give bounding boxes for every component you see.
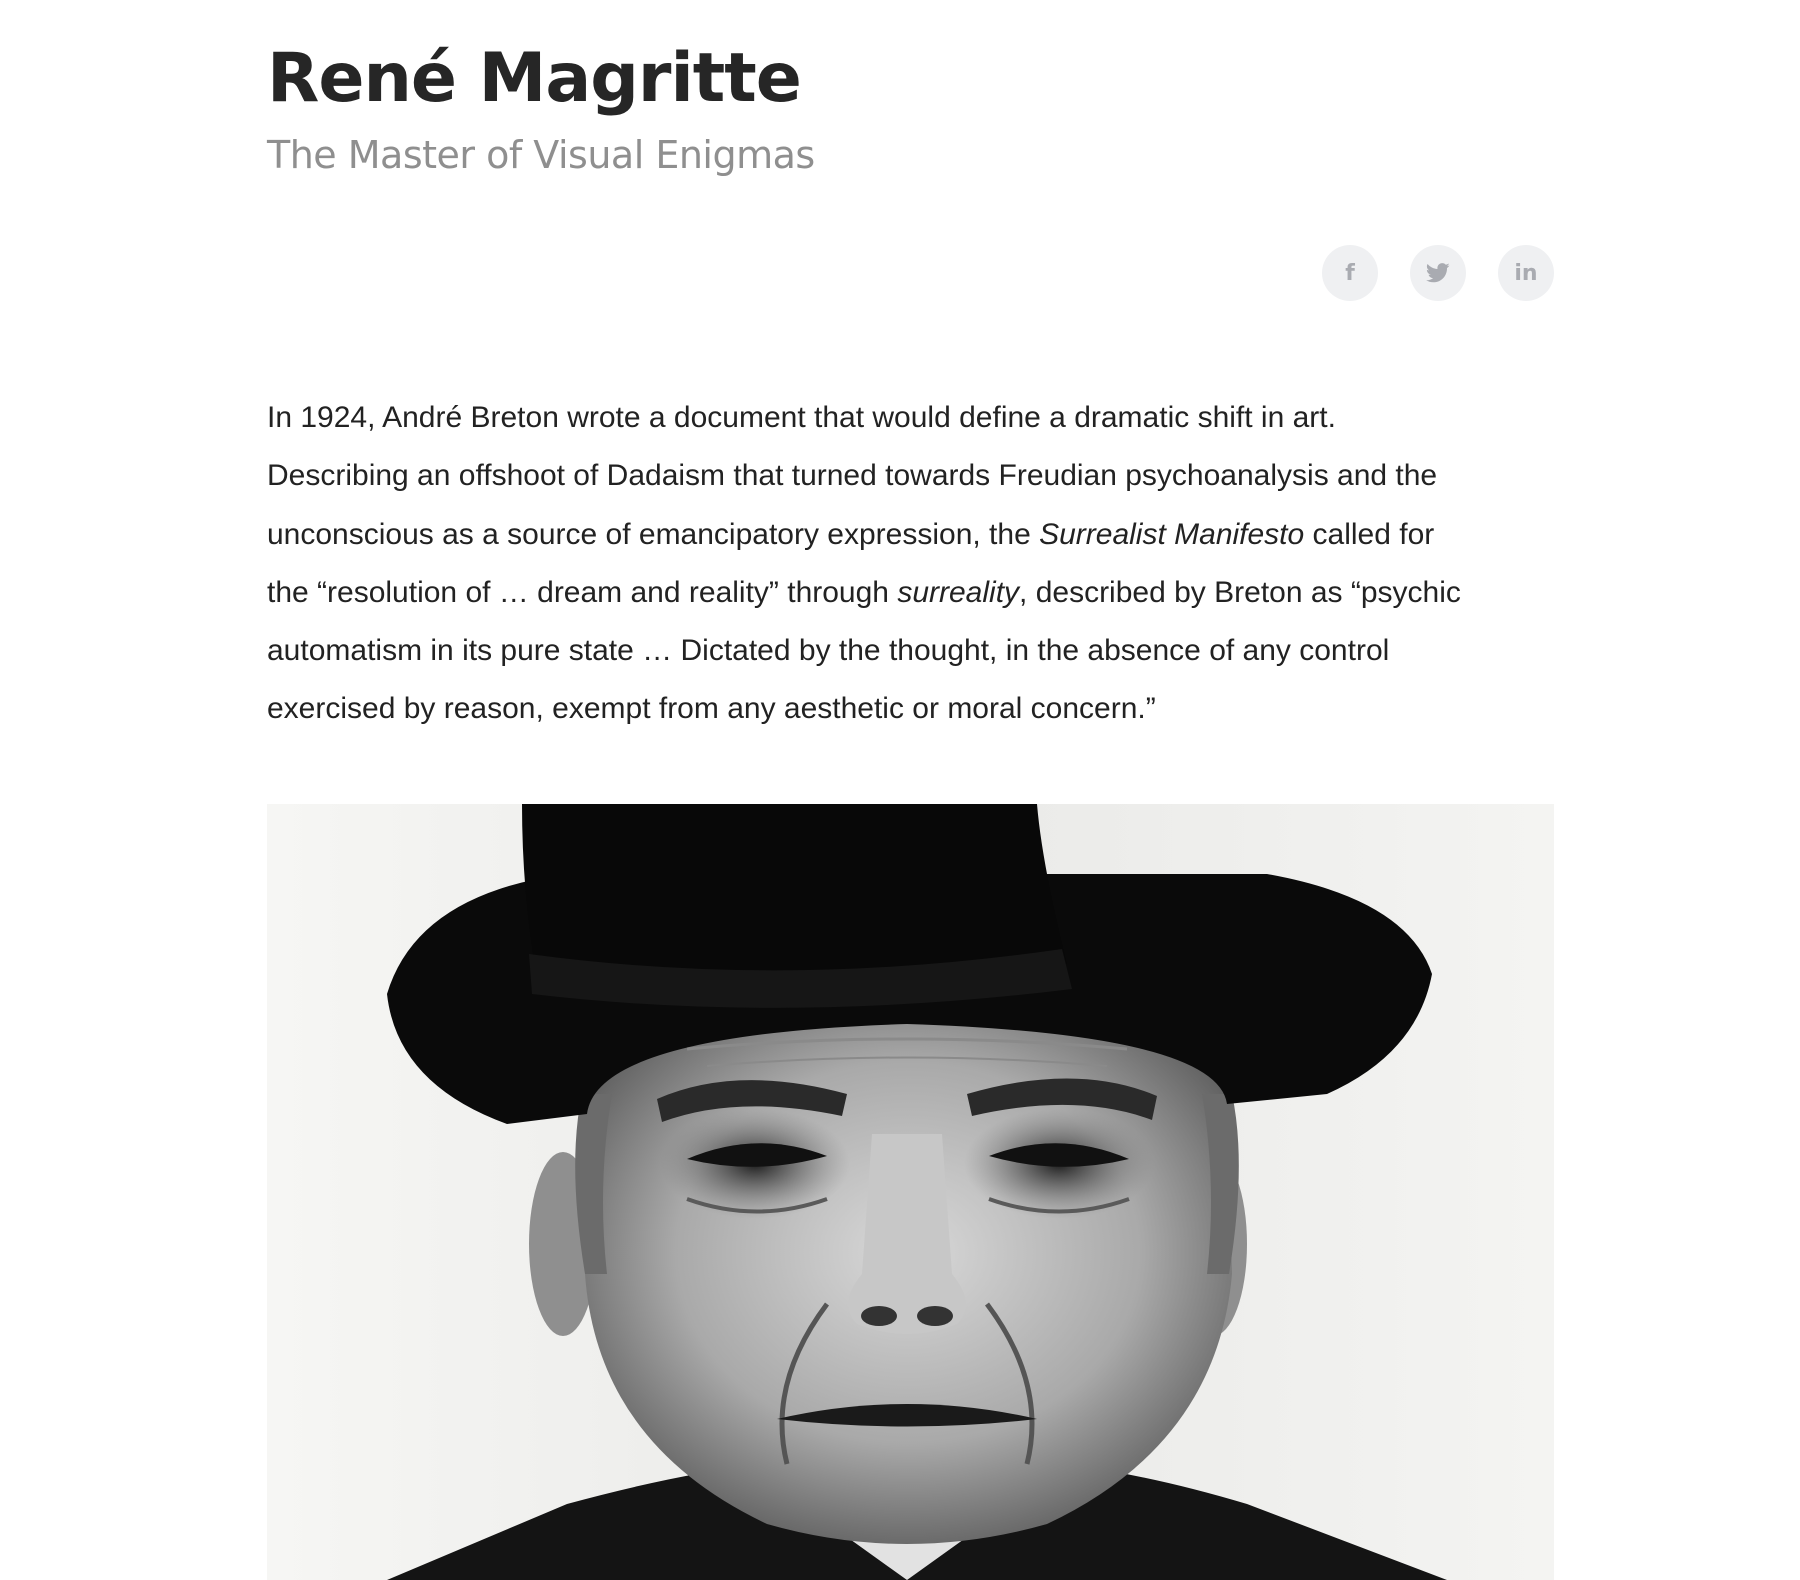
portrait-photo-icon (267, 804, 1554, 1580)
body-text-segment: called for (1304, 517, 1435, 551)
article (267, 0, 1554, 726)
body-line-2: Describing an offshoot of Dadaism that turned towards Freudian psychoanalysis and the (267, 459, 1438, 493)
body-line-4 (267, 564, 1554, 622)
article-body-paragraph (267, 389, 1554, 739)
surreality-italic: surreality (897, 575, 1020, 609)
share-twitter-button[interactable] (1410, 245, 1466, 301)
twitter-bird-icon (1426, 263, 1450, 283)
facebook-icon: f (1345, 260, 1355, 286)
body-text-segment: , described by Breton as “psychic (1019, 575, 1461, 609)
body-line-5: automatism in its pure state … Dictated by the thought, in the absence of any control (267, 634, 1390, 668)
portrait-photo (267, 804, 1554, 1580)
body-line-3 (267, 506, 1554, 564)
body-line-6: exercised by reason, exempt from any aesthetic or moral concern.” (267, 692, 1156, 726)
surrealist-manifesto-italic: Surrealist Manifesto (1039, 517, 1305, 551)
linkedin-icon: in (1514, 260, 1538, 286)
body-text-segment: unconscious as a source of emancipatory expression, the (267, 517, 1040, 551)
share-bar (1322, 245, 1554, 301)
article-subtitle: The Master of Visual Enigmas (267, 133, 815, 177)
share-facebook-button[interactable] (1322, 245, 1378, 301)
body-line-1: In 1924, André Breton wrote a document that would define a dramatic shift in art. (267, 401, 1336, 434)
article-title: René Magritte (267, 39, 801, 118)
share-linkedin-button[interactable] (1498, 245, 1554, 301)
body-text-segment: the “resolution of … dream and reality” through (267, 575, 898, 609)
